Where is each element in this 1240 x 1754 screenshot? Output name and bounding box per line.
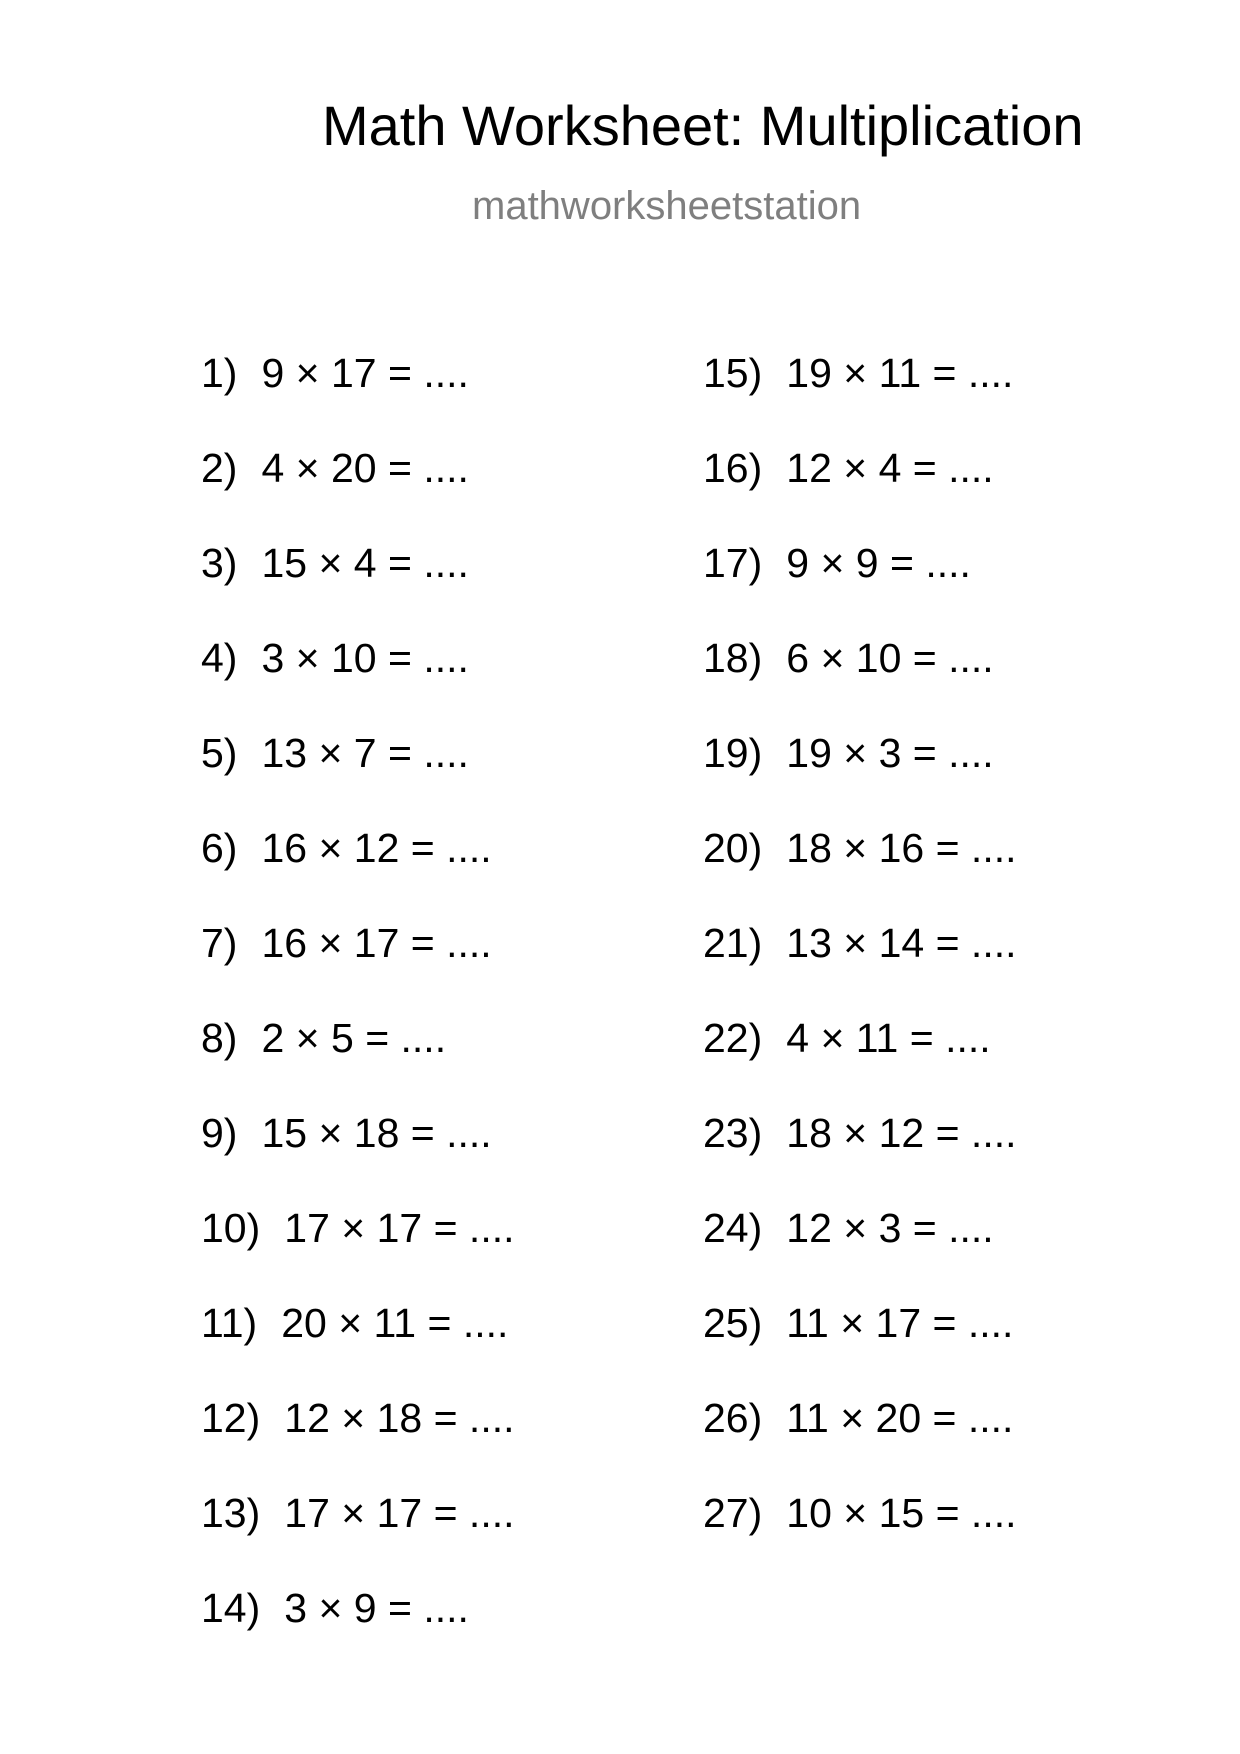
problem-number: 4) [201, 635, 238, 681]
problem-number: 7) [201, 920, 238, 966]
problem-item [703, 1490, 1017, 1588]
problem-expression: 12 × 4 = .... [786, 445, 994, 491]
problem-expression: 2 × 5 = .... [261, 1015, 447, 1061]
problem-number: 18) [703, 635, 763, 681]
problem-item [703, 1205, 1017, 1303]
problem-number: 3) [201, 540, 238, 586]
problem-number: 5) [201, 730, 238, 776]
problem-expression: 13 × 14 = .... [786, 920, 1017, 966]
problem-expression: 3 × 10 = .... [261, 635, 469, 681]
problem-column-left [201, 350, 515, 1683]
problem-item [201, 730, 515, 828]
problem-number: 14) [201, 1585, 261, 1631]
problem-expression: 4 × 20 = .... [261, 445, 469, 491]
problem-number: 16) [703, 445, 763, 491]
problem-expression: 13 × 7 = .... [261, 730, 469, 776]
problem-item [201, 445, 515, 543]
problem-item [201, 920, 515, 1018]
problem-item [201, 350, 515, 448]
problem-expression: 9 × 9 = .... [786, 540, 971, 586]
problem-expression: 12 × 18 = .... [284, 1395, 515, 1441]
problem-number: 2) [201, 445, 238, 491]
problem-expression: 18 × 12 = .... [786, 1110, 1017, 1156]
problem-column-right [703, 350, 1017, 1588]
problem-item [201, 1205, 515, 1303]
problem-expression: 11 × 20 = .... [786, 1395, 1014, 1441]
problem-expression: 15 × 18 = .... [261, 1110, 492, 1156]
problem-number: 8) [201, 1015, 238, 1061]
problem-expression: 17 × 17 = .... [284, 1205, 515, 1251]
problem-item [201, 1490, 515, 1588]
problem-expression: 19 × 11 = .... [786, 350, 1014, 396]
problem-number: 11) [201, 1300, 258, 1346]
problem-item [703, 635, 1017, 733]
problem-item [703, 920, 1017, 1018]
page-subtitle: mathworksheetstation [472, 184, 862, 228]
problem-expression: 20 × 11 = .... [281, 1300, 509, 1346]
problem-number: 21) [703, 920, 763, 966]
problem-item [703, 1110, 1017, 1208]
problem-number: 17) [703, 540, 763, 586]
problem-item [703, 445, 1017, 543]
problem-number: 12) [201, 1395, 261, 1441]
problem-item [703, 730, 1017, 828]
problem-number: 9) [201, 1110, 238, 1156]
problem-expression: 15 × 4 = .... [261, 540, 469, 586]
problem-number: 27) [703, 1490, 763, 1536]
problem-expression: 10 × 15 = .... [786, 1490, 1017, 1536]
problem-item [703, 350, 1017, 448]
problem-item [201, 1585, 515, 1683]
problem-expression: 3 × 9 = .... [284, 1585, 469, 1631]
problem-item [703, 1300, 1017, 1398]
problem-expression: 16 × 12 = .... [261, 825, 492, 871]
problem-item [201, 635, 515, 733]
problem-number: 19) [703, 730, 763, 776]
problem-item [201, 540, 515, 638]
problem-item [201, 1300, 515, 1398]
problem-expression: 9 × 17 = .... [261, 350, 469, 396]
problem-number: 25) [703, 1300, 763, 1346]
problem-item [201, 1395, 515, 1493]
problem-number: 1) [201, 350, 238, 396]
problem-item [703, 825, 1017, 923]
problem-expression: 6 × 10 = .... [786, 635, 994, 681]
problem-number: 26) [703, 1395, 763, 1441]
problem-expression: 11 × 17 = .... [786, 1300, 1014, 1346]
problem-number: 24) [703, 1205, 763, 1251]
problem-expression: 16 × 17 = .... [261, 920, 492, 966]
problem-expression: 17 × 17 = .... [284, 1490, 515, 1536]
problem-number: 23) [703, 1110, 763, 1156]
problem-number: 10) [201, 1205, 261, 1251]
problem-number: 13) [201, 1490, 261, 1536]
problem-expression: 18 × 16 = .... [786, 825, 1017, 871]
problem-expression: 4 × 11 = .... [786, 1015, 991, 1061]
problem-item [201, 825, 515, 923]
page-title: Math Worksheet: Multiplication [322, 94, 1084, 157]
problem-expression: 19 × 3 = .... [786, 730, 994, 776]
problem-item [201, 1015, 515, 1113]
problem-item [201, 1110, 515, 1208]
problem-number: 22) [703, 1015, 763, 1061]
problem-expression: 12 × 3 = .... [786, 1205, 994, 1251]
problem-number: 6) [201, 825, 238, 871]
problem-item [703, 1015, 1017, 1113]
problem-number: 15) [703, 350, 763, 396]
problem-item [703, 1395, 1017, 1493]
problem-number: 20) [703, 825, 763, 871]
problem-item [703, 540, 1017, 638]
